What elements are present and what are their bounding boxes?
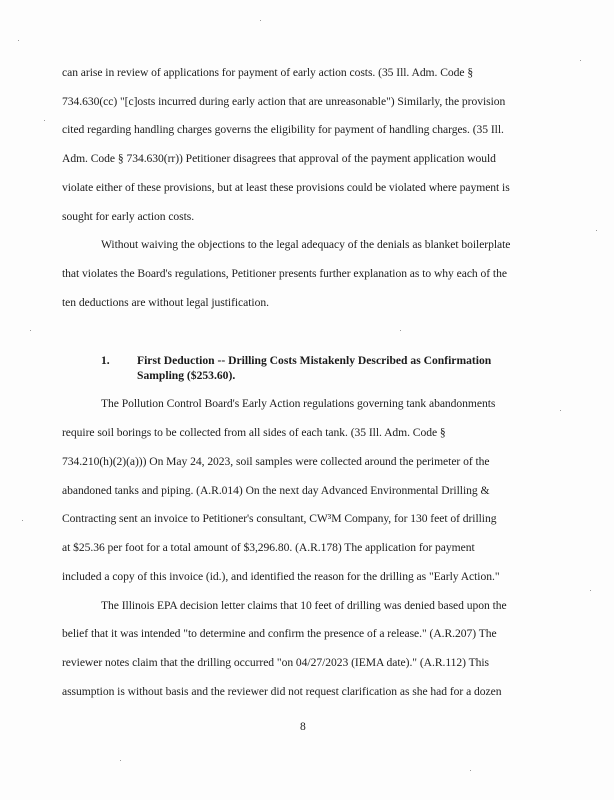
body-text-line: sought for early action costs. (62, 210, 195, 223)
body-text-line: belief that it was intended "to determine and confirm the presence of a release." (A.R.207) The (62, 627, 497, 640)
scan-speck (596, 230, 597, 231)
scan-speck (560, 410, 561, 411)
scan-speck (44, 120, 45, 121)
body-text-line: require soil borings to be collected from all sides of each tank. (35 Ill. Adm. Code § (62, 426, 446, 439)
body-text-line: The Pollution Control Board's Early Action regulations governing tank abandonments (101, 397, 496, 410)
body-text-line: Without waiving the objections to the legal adequacy of the denials as blanket boilerplate (101, 238, 511, 251)
body-text-line: Contracting sent an invoice to Petitioner's consultant, CW³M Company, for 130 feet of drilling (62, 512, 497, 525)
body-text-line: cited regarding handling charges governs the eligibility for payment of handling charges. (35 Ill. (62, 123, 504, 136)
section-heading: First Deduction -- Drilling Costs Mistakenly Described as Confirmation (137, 354, 492, 367)
body-text-line: ten deductions are without legal justification. (62, 296, 269, 309)
scan-speck (470, 770, 471, 771)
body-text-line: assumption is without basis and the reviewer did not request clarification as she had for a dozen (62, 685, 502, 698)
scan-speck (30, 330, 31, 331)
body-text-line: abandoned tanks and piping. (A.R.014) On the next day Advanced Environmental Drilling & (62, 484, 490, 497)
scan-speck (22, 520, 23, 521)
page-number: 8 (300, 720, 306, 733)
scan-speck (18, 40, 19, 41)
scan-speck (590, 590, 591, 591)
body-text-line: reviewer notes claim that the drilling occurred "on 04/27/2023 (IEMA date)." (A.R.112) This (62, 656, 490, 669)
section-number: 1. (101, 354, 110, 367)
scan-speck (120, 760, 121, 761)
body-text-line: that violates the Board's regulations, Petitioner presents further explanation as to why each of the (62, 267, 507, 280)
section-heading: Sampling ($253.60). (137, 369, 236, 382)
scan-speck (400, 330, 401, 331)
body-text-line: Adm. Code § 734.630(rr)) Petitioner disagrees that approval of the payment application would (62, 152, 496, 165)
body-text-line: 734.630(cc) "[c]osts incurred during early action that are unreasonable") Similarly, the provision (62, 95, 506, 108)
body-text-line: 734.210(h)(2)(a))) On May 24, 2023, soil samples were collected around the perimeter of the (62, 455, 490, 468)
scan-speck (260, 20, 261, 21)
body-text-line: The Illinois EPA decision letter claims that 10 feet of drilling was denied based upon the (101, 599, 507, 612)
body-text-line: at $25.36 per foot for a total amount of $3,296.80. (A.R.178) The application for payment (62, 541, 475, 554)
body-text-line: can arise in review of applications for payment of early action costs. (35 Ill. Adm. Code § (62, 66, 474, 79)
body-text-line: included a copy of this invoice (id.), and identified the reason for the drilling as "Early Action." (62, 570, 500, 583)
scan-speck (580, 60, 581, 61)
body-text-line: violate either of these provisions, but at least these provisions could be violated where payment is (62, 181, 510, 194)
